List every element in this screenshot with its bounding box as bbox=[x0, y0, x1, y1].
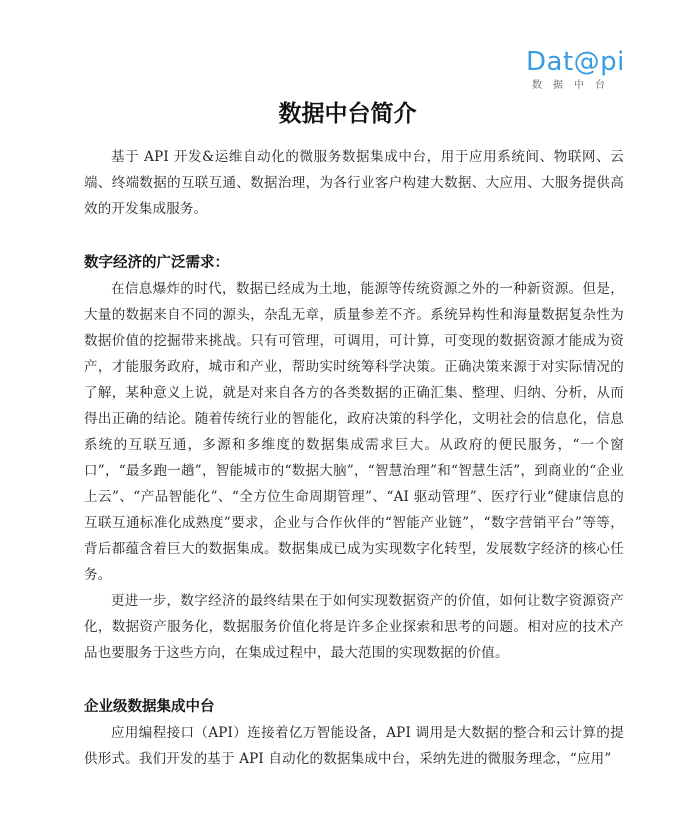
intro-paragraph: 基于 API 开发&运维自动化的微服务数据集成中台，用于应用系统间、物联网、云端、终端数据的互联互通、数据治理，为各行业客户构建大数据、大应用、大服务提供高效的开发集成服务。 bbox=[84, 149, 624, 217]
section-paragraph: 应用编程接口（API）连接着亿万智能设备，API 调用是大数据的整合和云计算的提供形式。我们开发的基于 API 自动化的数据集成中台，采纳先进的微服务理念，“应用” bbox=[84, 725, 624, 767]
datapi-logo bbox=[526, 47, 625, 93]
section-paragraph: 在信息爆炸的时代，数据已经成为土地，能源等传统资源之外的一种新资源。但是，大量的数据来自不同的源头，杂乱无章，质量参差不齐。系统异构性和海量数据复杂性为数据价值的挖掘带来挑战。只有可管理，可调用，可计算，可变现的数据资源才能成为资产，才能服务政府，城市和产业，帮助实时统筹科学决策。正确决策来源于对实际情况的了解，某种意义上说，就是对来自各方的各类数据的正确汇集、整理、归纳、分析，从而得出正确的结论。随着传统行业的智能化，政府决策的科学化，文明社会的信息化，信息系统的互联互通，多源和多维度的数据集成需求巨大。从政府的便民服务，“一个窗口”，“最多跑一趟”，智能城市的“数据大脑”，“智慧治理”和“智慧生活”，到商业的“企业上云”、“产品智能化”、“全方位生命周期管理”、“AI 驱动管理”、医疗行业“健康信息的互联互通标准化成熟度”要求，企业与合作伙伴的“智能产业链”，“数字营销平台”等等，背后都蕴含着巨大的数据集成。数据集成已成为实现数字化转型，发展数字经济的核心任务。 bbox=[84, 281, 624, 583]
section-heading-digital-economy: 数字经济的广泛需求： bbox=[84, 255, 229, 271]
document-body bbox=[84, 144, 624, 772]
section-heading-enterprise-platform: 企业级数据集成中台 bbox=[84, 699, 215, 715]
logo-brand-text: Dat@pi bbox=[526, 47, 625, 77]
logo-subtitle: 数据中台 bbox=[532, 80, 616, 91]
document-title: 数据中台简介 bbox=[278, 101, 417, 127]
section-paragraph: 更进一步，数字经济的最终结果在于如何实现数据资产的价值，如何让数字资源资产化，数据资产服务化，数据服务价值化将是许多企业探索和思考的问题。相对应的技术产品也要服务于这些方向，在集成过程中，最大范围的实现数据的价值。 bbox=[84, 593, 624, 661]
